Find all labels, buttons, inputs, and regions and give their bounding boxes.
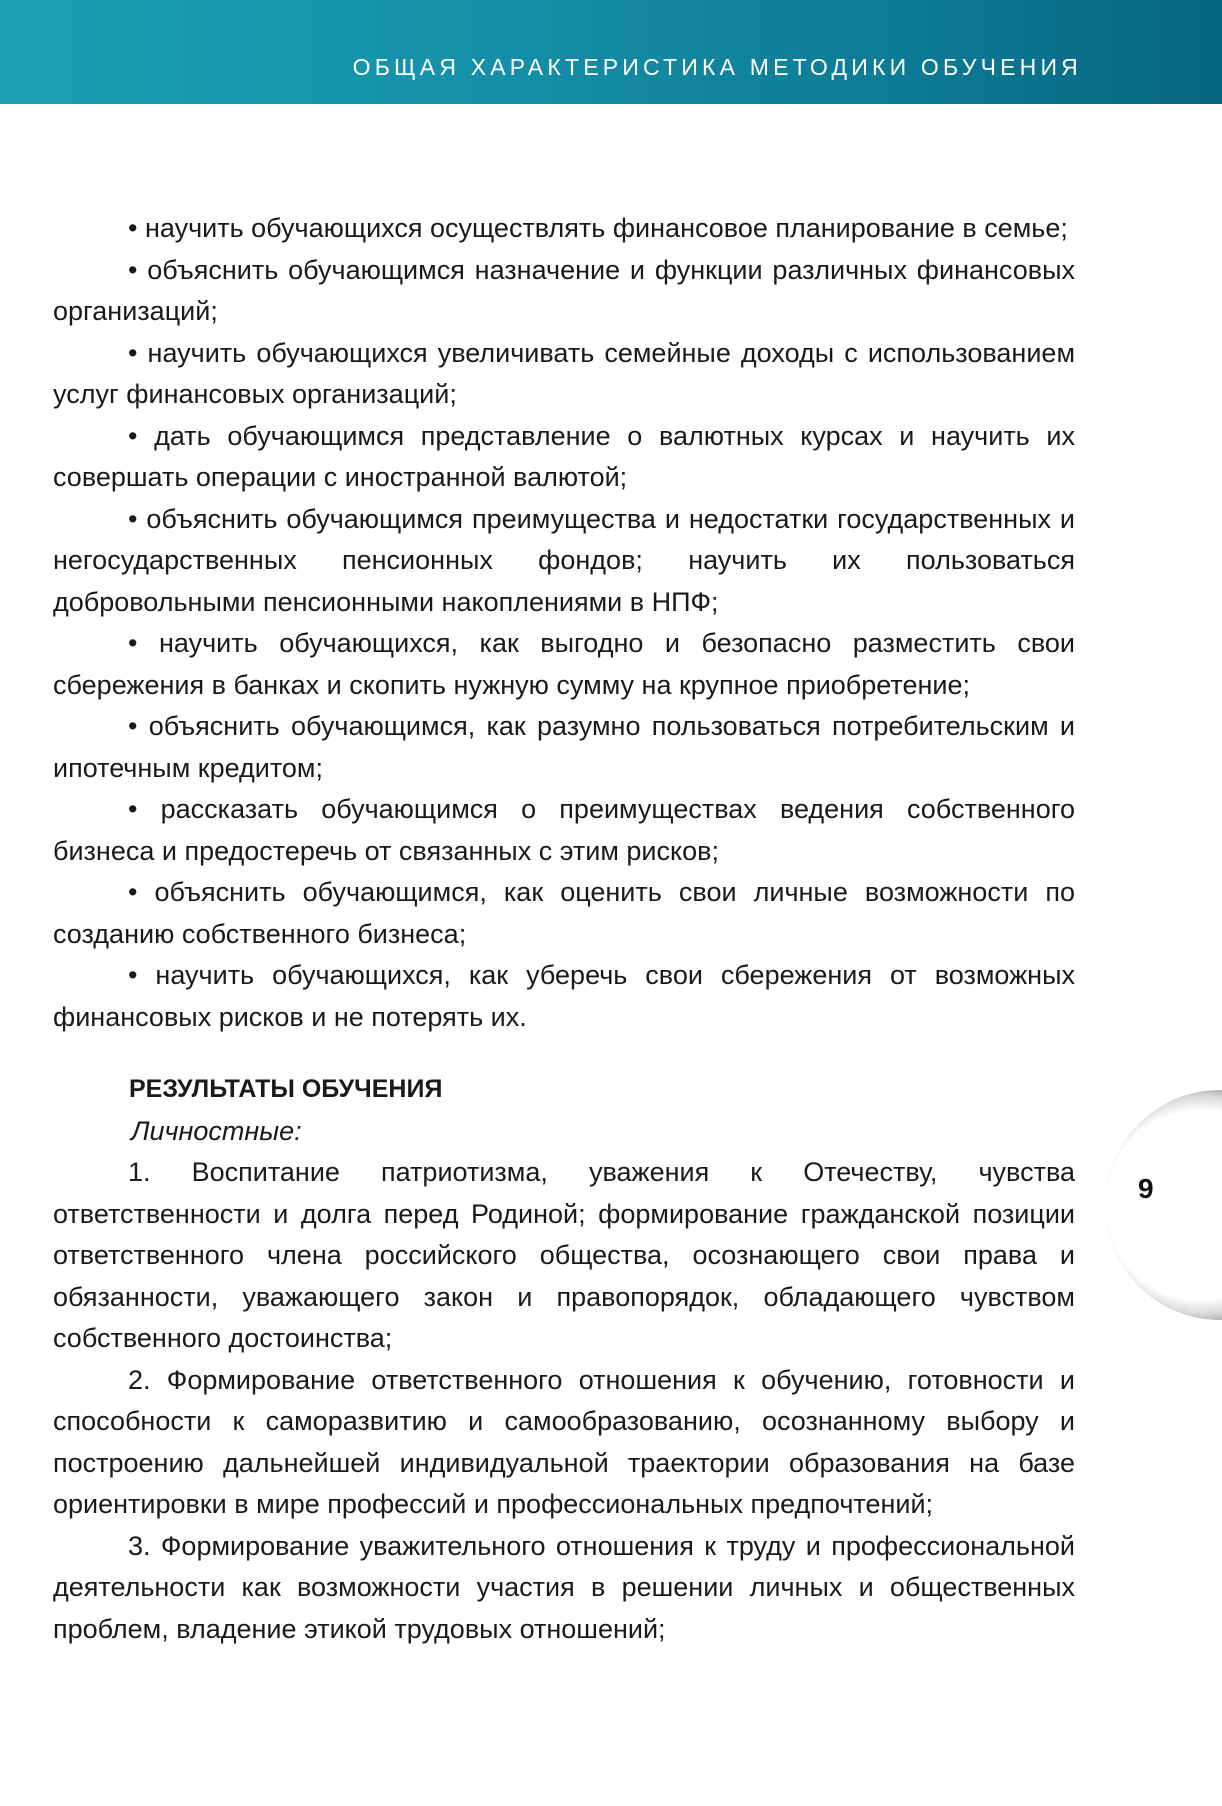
goal-item: • объяснить обучающимся, как разумно пользоваться потребительским и ипотечным кредитом;: [53, 711, 1075, 783]
goal-item: • объяснить обучающимся преимущества и недостатки государственных и негосударственных пенсионных фондов; научить их пользоваться добровольными пенсионными накоплениями в НПФ;: [53, 503, 1075, 617]
goal-item: • научить обучающихся, как выгодно и безопасно разместить свои сбережения в банках и скопить нужную сумму на крупное приобретение;: [53, 628, 1075, 700]
goal-item: • объяснить обучающимся, как оценить свои личные возможности по созданию собственного бизнеса;: [53, 877, 1075, 949]
page-number-tab: [1105, 1090, 1222, 1320]
running-title: ОБЩАЯ ХАРАКТЕРИСТИКА МЕТОДИКИ ОБУЧЕНИЯ: [352, 54, 1082, 80]
goal-item: • объяснить обучающимся назначение и функции различных финансовых организаций;: [53, 254, 1075, 326]
goal-item: • научить обучающихся увеличивать семейные доходы с использованием услуг финансовых организаций;: [53, 337, 1075, 409]
section-subheading: Личностные:: [131, 1115, 302, 1146]
page-body: [53, 208, 1075, 1650]
section-heading: РЕЗУЛЬТАТЫ ОБУЧЕНИЯ: [129, 1075, 443, 1103]
result-item: 3. Формирование уважительного отношения к труду и профессиональной деятельности как возможности участия в решении личных и общественных проблем, владение этикой трудовых отношений;: [53, 1530, 1075, 1644]
result-item: 1. Воспитание патриотизма, уважения к Отечеству, чувства ответственности и долга перед Родиной; формирование гражданской позиции ответственного члена российского общества, осознающего свои права и обязанности, уважающего закон и правопорядок, обладающего чувством собственного достоинства;: [53, 1157, 1075, 1353]
header-banner: [0, 0, 1222, 104]
goal-item: • научить обучающихся осуществлять финансовое планирование в семье;: [128, 213, 1068, 243]
result-item: 2. Формирование ответственного отношения к обучению, готовности и способности к саморазвитию и самообразованию, осознанному выбору и построению дальнейшей индивидуальной траектории образования на базе ориентировки в мире профессий и профессиональных предпочтений;: [53, 1364, 1075, 1519]
page-number: 9: [1138, 1173, 1154, 1204]
goal-item: • рассказать обучающимся о преимуществах ведения собственного бизнеса и предостеречь от связанных с этим рисков;: [53, 794, 1075, 866]
goal-item: • научить обучающихся, как уберечь свои сбережения от возможных финансовых рисков и не потерять их.: [53, 960, 1075, 1032]
goal-item: • дать обучающимся представление о валютных курсах и научить их совершать операции с иностранной валютой;: [53, 420, 1075, 492]
